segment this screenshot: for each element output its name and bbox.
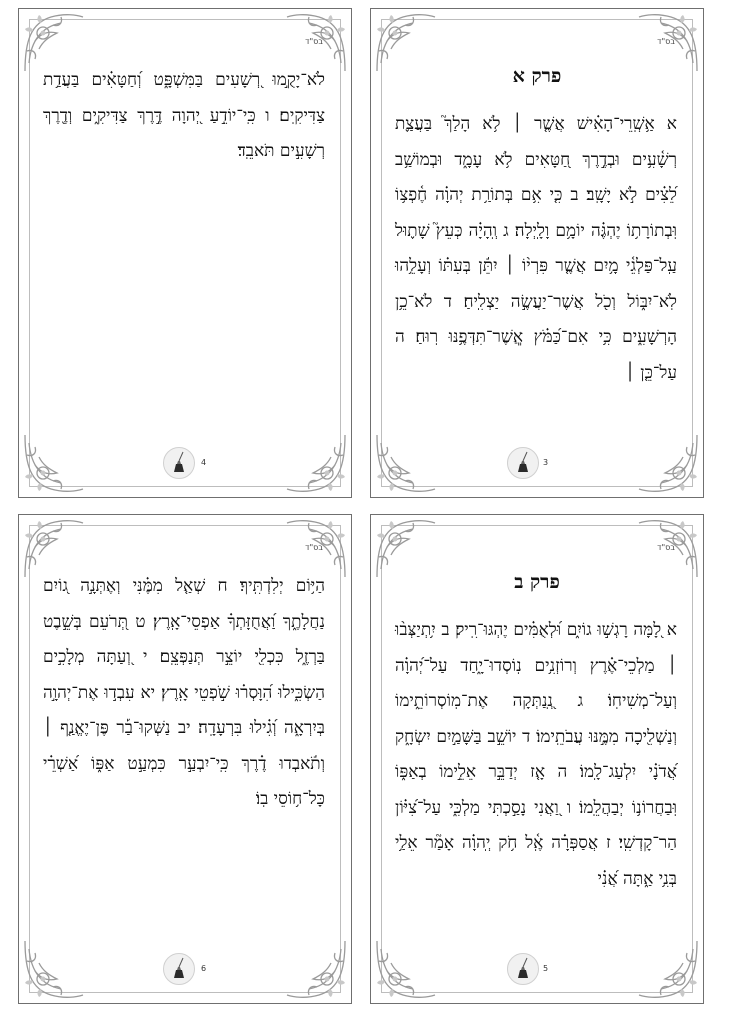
- page-number: 4: [201, 458, 207, 467]
- inkwell-icon: [163, 953, 195, 985]
- chapter-title: פרק א: [512, 65, 562, 87]
- book-page-4: [18, 8, 352, 498]
- page-number: 5: [543, 964, 549, 973]
- corner-ornament: [285, 937, 349, 1001]
- corner-ornament: [21, 937, 85, 1001]
- corner-ornament: [637, 937, 701, 1001]
- book-page-6: [18, 514, 352, 1004]
- page-header: בס"ד: [657, 543, 675, 552]
- corner-ornament: [373, 937, 437, 1001]
- corner-ornament: [373, 431, 437, 495]
- inkwell-icon: [163, 447, 195, 479]
- corner-ornament: [637, 431, 701, 495]
- page-header: בס"ד: [305, 37, 323, 46]
- book-page-3: [370, 8, 704, 498]
- psalm-text: לֹא־יָקֻ֣מוּ רְ֭שָׁעִים בַּמִּשְׁפָּ֑ט וְ֝חַטָּאִ֗ים בַּעֲדַ֥ת צַדִּיקִֽים׃ ו כִּֽי־יוֹדֵ֣עַ יְ֭הוָה דֶּ֣רֶךְ צַדִּיקִ֑ים וְדֶ֖רֶךְ רְשָׁעִ֣ים תֹּאבֵֽד׃: [43, 70, 325, 161]
- page-header: בס"ד: [657, 37, 675, 46]
- page-header: בס"ד: [305, 543, 323, 552]
- psalm-text: א אַ֥שְֽׁרֵי־הָאִ֗ישׁ אֲשֶׁ֤ר ׀ לֹ֥א הָלַךְ֮ בַּעֲצַ֪ת רְשָׁ֫עִ֥ים וּבְדֶ֣רֶךְ חַ֭טָּאִים לֹ֥א עָמָ֑ד וּבְמוֹשַׁ֥ב לֵ֝צִ֗ים לֹ֣א יָשָֽׁב׃ ב כִּ֤י אִ֥ם בְּתוֹרַ֥ת יְהוָ֗ה חֶ֫פְצ֥וֹ וּֽבְתוֹרָת֥וֹ יֶהְגֶּ֗ה יוֹמָ֥ם וָלָֽיְלָה׃ ג וְֽהָיָ֗ה כְּעֵץ֮ שָׁת֪וּל עַֽל־פַּלְגֵ֫י מָ֥יִם אֲשֶׁ֤ר פִּרְי֨וֹ ׀ יִתֵּ֬ן בְּעִתּ֗וֹ וְעָלֵ֥הוּ לֹֽא־יִבּ֑וֹל וְכֹ֖ל אֲשֶׁר־יַעֲשֶׂ֣ה יַצְלִֽיחַ׃ ד לֹא־כֵ֥ן הָרְשָׁעִ֑ים כִּ֥י אִם־כַּ֝מֹּ֗ץ אֲֽשֶׁר־תִּדְּפֶ֥נּוּ רֽוּחַ׃ ה עַל־כֵּ֤ן ׀: [395, 114, 677, 383]
- page-number: 3: [543, 458, 549, 467]
- book-page-5: [370, 514, 704, 1004]
- page-number: 6: [201, 964, 207, 973]
- corner-ornament: [21, 431, 85, 495]
- inkwell-icon: [507, 447, 539, 479]
- psalm-text: הַיּ֥וֹם יְלִדְתִּֽיךָ׃ ח שְׁאַ֤ל מִמֶּ֗נִּי וְאֶתְּנָ֣ה ג֭וֹיִם נַחֲלָתֶ֑ךָ וַ֝אֲחֻזָּתְךָ֗ אַפְסֵי־אָֽרֶץ׃ ט תְּ֭רֹעֵם בְּשֵׁ֣בֶט בַּרְזֶ֑ל כִּכְלִ֖י יוֹצֵ֣ר תְּנַפְּצֵֽם׃ י וְ֭עַתָּה מְלָכִ֣ים הַשְׂכִּ֑ילוּ הִ֝וָּסְר֗וּ שֹׁ֣פְטֵי אָֽרֶץ׃ יא עִבְד֣וּ אֶת־יְהוָ֣ה בְּיִרְאָ֑ה וְ֝גִ֗ילוּ בִּרְעָדָֽה׃ יב נַשְּׁקוּ־בַ֡ר פֶּן־יֶאֱנַ֤ף ׀ וְתֹ֬אבְדוּ דֶ֗רֶךְ כִּֽי־יִבְעַ֣ר כִּמְעַ֣ט אַפּ֑וֹ אַ֝שְׁרֵ֗י כָּל־ח֥וֹסֵי בֽוֹ׃: [43, 576, 325, 809]
- psalm-text: א לָ֭מָּה רָגְשׁ֣וּ גוֹיִ֑ם וּ֝לְאֻמִּ֗ים יֶהְגּוּ־רִֽיק׃ ב יִ֥תְיַצְּב֨וּ ׀ מַלְכֵי־אֶ֗רֶץ וְרוֹזְנִ֥ים נֽוֹסְדוּ־יָ֑חַד עַל־יְ֝הוָ֗ה וְעַל־מְשִׁיחֽוֹ׃ ג נְֽ֭נַתְּקָה אֶת־מֽוֹסְרוֹתֵ֑ימוֹ וְנַשְׁלִ֖יכָה מִמֶּ֣נּוּ עֲבֹתֵֽימוֹ׃ ד יוֹשֵׁ֣ב בַּשָּׁמַ֣יִם יִשְׂחָ֑ק אֲ֝דֹנָ֗י יִלְעַג־לָֽמוֹ׃ ה אָ֤ז יְדַבֵּ֣ר אֵלֵ֣ימוֹ בְאַפּ֑וֹ וּֽבַחֲרוֹנ֥וֹ יְבַהֲלֵֽמוֹ׃ ו וַ֭אֲנִי נָסַ֣כְתִּי מַלְכִּ֑י עַל־צִ֝יּ֗וֹן הַר־קָדְשִֽׁי׃ ז אֲסַפְּרָ֗ה אֶֽ֫ל חֹ֥ק יְֽהוָ֗ה אָמַ֘ר אֵלַ֥י בְּנִ֥י אַ֑תָּה אֲ֝נִ֗י: [395, 620, 677, 889]
- inkwell-icon: [507, 953, 539, 985]
- corner-ornament: [285, 431, 349, 495]
- chapter-title: פרק ב: [514, 571, 560, 593]
